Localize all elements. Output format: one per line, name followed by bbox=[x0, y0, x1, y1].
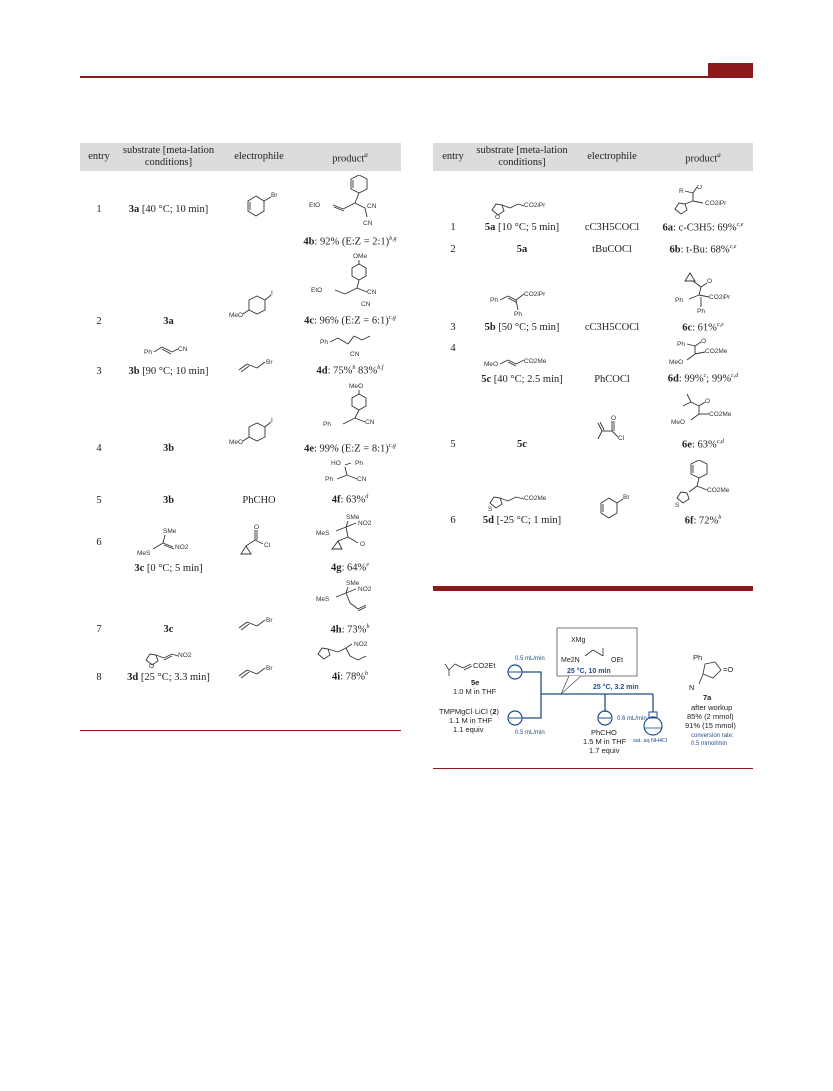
electrophile-cell bbox=[219, 251, 299, 331]
electrophile-conc: 1.5 M in THF bbox=[583, 737, 627, 746]
svg-text:MeS: MeS bbox=[316, 530, 330, 537]
svg-text:Br: Br bbox=[266, 358, 273, 366]
svg-text:O: O bbox=[707, 277, 713, 285]
svg-text:EtO: EtO bbox=[311, 287, 323, 294]
electrophile-cell: tBuCOCl bbox=[592, 244, 632, 255]
electrophile-cell bbox=[219, 639, 299, 687]
electrophile-cell bbox=[219, 381, 299, 459]
svg-text:Br: Br bbox=[623, 494, 630, 501]
svg-text:MeO: MeO bbox=[669, 359, 684, 366]
iodoanisole-structure bbox=[229, 286, 289, 326]
svg-text:CN: CN bbox=[365, 418, 375, 426]
col-electrophile: electrophile bbox=[571, 143, 653, 171]
svg-text:MeO: MeO bbox=[671, 418, 686, 426]
svg-text:O: O bbox=[705, 397, 711, 405]
left-table bbox=[80, 143, 401, 687]
product-cell: OMe EtO CN CN 4c: 96% (E:Z = 6:1)$^{c,g}$ bbox=[304, 253, 396, 327]
col-entry: entry bbox=[433, 143, 473, 171]
substrate-cell: 5c bbox=[517, 439, 527, 450]
table-row bbox=[80, 578, 401, 640]
electrophile-cell bbox=[219, 578, 299, 640]
left-table-bottom-rule bbox=[80, 730, 401, 731]
product-cell: Ph CN 4d: 75%$^b$ 83%$^{b,f}$ bbox=[299, 331, 401, 381]
product-cell: O CO2Me MeO 6e: 63%$^{c,d}$ bbox=[653, 389, 753, 455]
electrophile-cell bbox=[219, 510, 299, 578]
svg-text:7a: 7a bbox=[703, 693, 712, 702]
bromocyclohexene-structure bbox=[587, 489, 637, 525]
table-row bbox=[80, 639, 401, 687]
collection-flask bbox=[644, 712, 662, 735]
col-entry: entry bbox=[80, 143, 118, 171]
svg-text:Ph: Ph bbox=[320, 339, 328, 346]
product-4h-structure bbox=[310, 579, 390, 619]
entry-cell: 8 bbox=[96, 671, 102, 683]
svg-text:CO2Me: CO2Me bbox=[705, 348, 728, 355]
svg-text:CO2Me: CO2Me bbox=[524, 357, 547, 365]
product-cell: MeO Ph CN 4e: 99% (E:Z = 8:1)$^{c,g}$ bbox=[304, 382, 396, 454]
svg-text:MeO: MeO bbox=[229, 439, 244, 446]
svg-text:CO2iPr: CO2iPr bbox=[524, 202, 546, 209]
substrate-cell: 3b bbox=[162, 494, 175, 506]
substrate-cell: SMe MeS NO2 3c [0 °C; 5 min] bbox=[118, 510, 219, 578]
substrate-3c-structure bbox=[129, 527, 209, 561]
entry-cell: 6 bbox=[450, 515, 456, 526]
iodoanisole-structure bbox=[229, 413, 289, 453]
table-row bbox=[80, 381, 401, 459]
entry-cell: 1 bbox=[450, 222, 456, 233]
electrophile-equiv: 1.7 equiv bbox=[589, 746, 620, 755]
svg-text:CO2iPr: CO2iPr bbox=[709, 293, 731, 301]
svg-text:25 °C, 10 min: 25 °C, 10 min bbox=[567, 668, 611, 675]
product-cell: 6b: t-Bu: 68%$^{c,e}$ bbox=[669, 243, 737, 255]
substrate-cell: 3a bbox=[163, 315, 174, 327]
svg-text:S: S bbox=[488, 506, 493, 513]
flow-scheme bbox=[433, 620, 753, 768]
svg-text:Ph: Ph bbox=[697, 307, 705, 315]
svg-text:Ph: Ph bbox=[514, 311, 522, 318]
svg-text:O: O bbox=[360, 541, 366, 548]
svg-text:CN: CN bbox=[177, 345, 187, 353]
svg-text:I: I bbox=[271, 289, 273, 297]
product-cell: SMe NO2 MeS O 4g: 64%$^e$ bbox=[299, 510, 401, 578]
product-6c-structure bbox=[663, 271, 743, 317]
table-row bbox=[80, 331, 401, 381]
reagent-5e bbox=[445, 661, 497, 696]
electrophile-cell: cC3H5COCl bbox=[584, 222, 640, 233]
svg-text:O: O bbox=[495, 214, 501, 220]
svg-text:EtO: EtO bbox=[309, 201, 321, 209]
svg-text:OEt: OEt bbox=[611, 657, 624, 664]
allyl-bromide-structure bbox=[229, 660, 289, 682]
svg-text:0.5 mmol/min: 0.5 mmol/min bbox=[691, 741, 728, 747]
svg-text:S: S bbox=[675, 501, 680, 509]
product-4b-structure bbox=[305, 175, 395, 231]
substrate-cell: O CO2iPr 5a [10 °C; 5 min] bbox=[473, 171, 571, 237]
product-cell: CO2Me S 6f: 72%$^b$ bbox=[653, 454, 753, 530]
svg-text:MeO: MeO bbox=[349, 382, 364, 390]
col-product: product$^a$ bbox=[653, 143, 753, 171]
svg-text:Br: Br bbox=[266, 664, 273, 672]
product-cell: Ph O CO2Me MeO 6d: 99%$^c$; 99%$^{c,d}$ bbox=[653, 337, 753, 389]
svg-text:N: N bbox=[689, 683, 695, 692]
svg-text:Ph: Ph bbox=[323, 420, 331, 428]
svg-text:Br: Br bbox=[266, 617, 273, 624]
flow-rate-3: 0.6 mL/min bbox=[617, 716, 647, 722]
electrophile-cell bbox=[571, 454, 653, 530]
substrate-3d-structure bbox=[134, 648, 204, 670]
svg-text:NO2: NO2 bbox=[177, 651, 191, 659]
svg-text:Ph: Ph bbox=[677, 341, 685, 348]
svg-text:1.1 M in THF: 1.1 M in THF bbox=[449, 716, 493, 725]
svg-text:HO: HO bbox=[331, 460, 341, 467]
product-4c-structure bbox=[305, 252, 395, 310]
substrate-3b-structure bbox=[134, 342, 204, 364]
product-4e-structure bbox=[305, 382, 395, 438]
pump-3 bbox=[598, 711, 612, 725]
svg-text:CN: CN bbox=[357, 476, 367, 483]
product-cell: EtO CN CN 4b: 92% (E:Z = 2:1)$^{b,g}$ bbox=[299, 171, 401, 251]
svg-text:OMe: OMe bbox=[353, 253, 368, 260]
flow-rate-2: 0.5 mL/min bbox=[515, 730, 545, 736]
bromocyclohexene-structure bbox=[234, 189, 284, 229]
svg-text:CN: CN bbox=[350, 351, 360, 358]
scheme-top-rule bbox=[433, 586, 753, 591]
entry-cell: 4 bbox=[96, 443, 102, 454]
svg-text:Ph: Ph bbox=[693, 653, 703, 662]
svg-text:85% (2 mmol): 85% (2 mmol) bbox=[687, 712, 734, 721]
substrate-cell: O NO2 3d [25 °C; 3.3 min] bbox=[118, 639, 219, 687]
table-row bbox=[433, 259, 753, 337]
methacryloyl-chloride-structure bbox=[582, 413, 642, 449]
pump-2 bbox=[508, 711, 522, 725]
svg-text:O: O bbox=[611, 415, 617, 422]
substrate-cell: Ph CN 3b [90 °C; 10 min] bbox=[118, 331, 219, 381]
svg-text:NO2: NO2 bbox=[358, 520, 372, 527]
product-6a-structure bbox=[663, 185, 743, 217]
svg-text:CO2iPr: CO2iPr bbox=[705, 199, 727, 207]
electrophile-cell bbox=[219, 331, 299, 381]
svg-text:O: O bbox=[148, 662, 154, 670]
svg-text:Ph: Ph bbox=[490, 297, 498, 304]
product-cell: SMe NO2 MeS 4h: 73%$^b$ bbox=[299, 578, 401, 640]
svg-text:SMe: SMe bbox=[162, 527, 176, 535]
svg-text:5e: 5e bbox=[471, 678, 480, 687]
svg-text:after workup: after workup bbox=[691, 703, 733, 712]
svg-text:I: I bbox=[271, 417, 273, 424]
product-4g-structure bbox=[310, 513, 390, 557]
electrophile-cell bbox=[219, 171, 299, 251]
product-4i-structure bbox=[310, 640, 390, 666]
substrate-cell: S CO2Me 5d [-25 °C; 1 min] bbox=[473, 454, 571, 530]
svg-text:Ph: Ph bbox=[143, 348, 152, 356]
product-cell: NO2 4i: 78%$^b$ bbox=[299, 639, 401, 687]
table-row bbox=[80, 458, 401, 510]
left-table-header bbox=[80, 143, 401, 171]
col-substrate: substrate [meta-lation conditions] bbox=[118, 143, 219, 171]
substrate-cell: 5a bbox=[516, 244, 528, 255]
flow-rate-1: 0.5 mL/min bbox=[515, 656, 545, 662]
substrate-5a-structure bbox=[482, 196, 562, 220]
svg-text:NO2: NO2 bbox=[358, 585, 372, 593]
product-4f-structure bbox=[315, 459, 385, 489]
svg-text:=O: =O bbox=[723, 665, 734, 674]
entry-cell: 1 bbox=[96, 204, 102, 215]
svg-text:CO2Et: CO2Et bbox=[473, 661, 496, 670]
svg-text:CO2Me: CO2Me bbox=[524, 495, 547, 502]
allyl-bromide-structure bbox=[229, 612, 289, 634]
svg-text:Ph: Ph bbox=[325, 476, 333, 483]
substrate-5d-structure bbox=[480, 489, 564, 513]
tubing-merge bbox=[522, 672, 541, 718]
table-row bbox=[433, 237, 753, 259]
svg-text:CN: CN bbox=[367, 289, 377, 296]
table-row bbox=[433, 389, 753, 455]
svg-text:MeS: MeS bbox=[316, 595, 330, 603]
svg-text:MeO: MeO bbox=[484, 360, 499, 368]
electrophile-cell: PhCHO bbox=[242, 494, 276, 506]
pump-1 bbox=[508, 665, 522, 679]
col-product: product$^a$ bbox=[299, 143, 401, 171]
reagent-tmpmgcl bbox=[439, 707, 500, 734]
svg-text:CO2Me: CO2Me bbox=[709, 410, 732, 418]
substrate-cell: 3a [40 °C; 10 min] bbox=[128, 204, 209, 215]
product-cell: O CO2iPr Ph Ph 6c: 61%$^{c,e}$ bbox=[653, 259, 753, 337]
cyclopropanecarbonyl-chloride-structure bbox=[229, 522, 289, 562]
product-6d-structure bbox=[663, 338, 743, 368]
electrophile-phcho: PhCHO bbox=[591, 728, 617, 737]
entry-cell: 5 bbox=[450, 439, 456, 450]
svg-text:Ph: Ph bbox=[675, 296, 683, 304]
entry-cell: 6 bbox=[96, 536, 102, 548]
entry-cell: 2 bbox=[96, 315, 102, 327]
svg-text:Br: Br bbox=[271, 192, 278, 199]
entry-cell: 4 bbox=[450, 343, 456, 354]
substrate-cell: MeO CO2Me 5c [40 °C; 2.5 min] bbox=[473, 337, 571, 389]
electrophile-cell: PhCOCl bbox=[594, 373, 630, 385]
svg-text:TMPMgCl·LiCl (2): TMPMgCl·LiCl (2) bbox=[439, 707, 500, 716]
substrate-cell: 3b bbox=[162, 443, 175, 454]
substrate-cell: 3c bbox=[163, 624, 174, 635]
svg-text:MeO: MeO bbox=[229, 311, 244, 319]
svg-text:O: O bbox=[697, 184, 703, 191]
svg-text:CN: CN bbox=[361, 301, 371, 308]
product-4d-structure bbox=[310, 332, 390, 360]
entry-cell: 5 bbox=[96, 494, 102, 506]
svg-text:Cl: Cl bbox=[618, 435, 625, 442]
svg-text:91% (15 mmol): 91% (15 mmol) bbox=[685, 721, 736, 730]
product-7a bbox=[685, 653, 736, 747]
svg-text:SMe: SMe bbox=[346, 514, 360, 521]
product-cell: HO Ph Ph CN 4f: 63%$^d$ bbox=[299, 458, 401, 510]
electrophile-cell bbox=[571, 389, 653, 455]
col-substrate: substrate [meta-lation conditions] bbox=[473, 143, 571, 171]
table-row bbox=[433, 454, 753, 530]
table-row bbox=[80, 251, 401, 331]
substrate-5c-structure bbox=[480, 354, 564, 372]
header-rule bbox=[80, 76, 753, 78]
product-6e-structure bbox=[663, 390, 743, 434]
right-table-header bbox=[433, 143, 753, 171]
svg-text:CN: CN bbox=[363, 219, 373, 227]
svg-text:CO2iPr: CO2iPr bbox=[524, 291, 546, 298]
entry-cell: 7 bbox=[96, 624, 102, 635]
product-6f-structure bbox=[661, 460, 745, 510]
svg-text:XMg: XMg bbox=[571, 637, 586, 644]
svg-text:conversion rate:: conversion rate: bbox=[691, 733, 734, 739]
substrate-5b-structure bbox=[482, 286, 562, 320]
coil-conditions: 25 °C, 3.2 min bbox=[593, 684, 639, 691]
entry-cell: 3 bbox=[96, 365, 102, 377]
col-electrophile: electrophile bbox=[219, 143, 299, 171]
quench-label: sat. aq NH4Cl bbox=[633, 738, 668, 744]
svg-text:R: R bbox=[679, 187, 684, 195]
svg-text:Ph: Ph bbox=[355, 460, 363, 467]
electrophile-cell: cC3H5COCl bbox=[584, 322, 640, 333]
svg-text:O: O bbox=[254, 523, 260, 531]
svg-text:CO2Me: CO2Me bbox=[707, 486, 730, 494]
svg-text:Me2N: Me2N bbox=[561, 657, 580, 664]
entry-cell: 3 bbox=[450, 322, 456, 333]
table-row bbox=[433, 337, 753, 389]
table-row bbox=[433, 171, 753, 237]
svg-text:1.0 M in THF: 1.0 M in THF bbox=[453, 687, 497, 696]
svg-text:SMe: SMe bbox=[346, 579, 360, 587]
svg-text:Cl: Cl bbox=[264, 541, 271, 549]
scheme-bottom-rule bbox=[433, 768, 753, 769]
svg-text:NO2: NO2 bbox=[174, 543, 188, 551]
svg-text:CN: CN bbox=[367, 202, 377, 210]
substrate-cell: Ph CO2iPr Ph 5b [50 °C; 5 min] bbox=[473, 259, 571, 337]
allyl-bromide-structure bbox=[229, 352, 289, 376]
table-row bbox=[80, 171, 401, 251]
right-table bbox=[433, 143, 753, 530]
entry-cell: 2 bbox=[450, 244, 456, 255]
svg-text:MeS: MeS bbox=[136, 549, 150, 557]
svg-text:1.1 equiv: 1.1 equiv bbox=[453, 725, 484, 734]
flow-scheme-diagram bbox=[433, 620, 753, 768]
header-page-box bbox=[708, 63, 753, 78]
svg-text:O: O bbox=[701, 338, 707, 345]
table-row bbox=[80, 510, 401, 578]
product-cell: R O CO2iPr 6a: c-C3H5: 69%$^{c,e}$ bbox=[662, 184, 744, 233]
svg-text:NO2: NO2 bbox=[354, 641, 368, 648]
